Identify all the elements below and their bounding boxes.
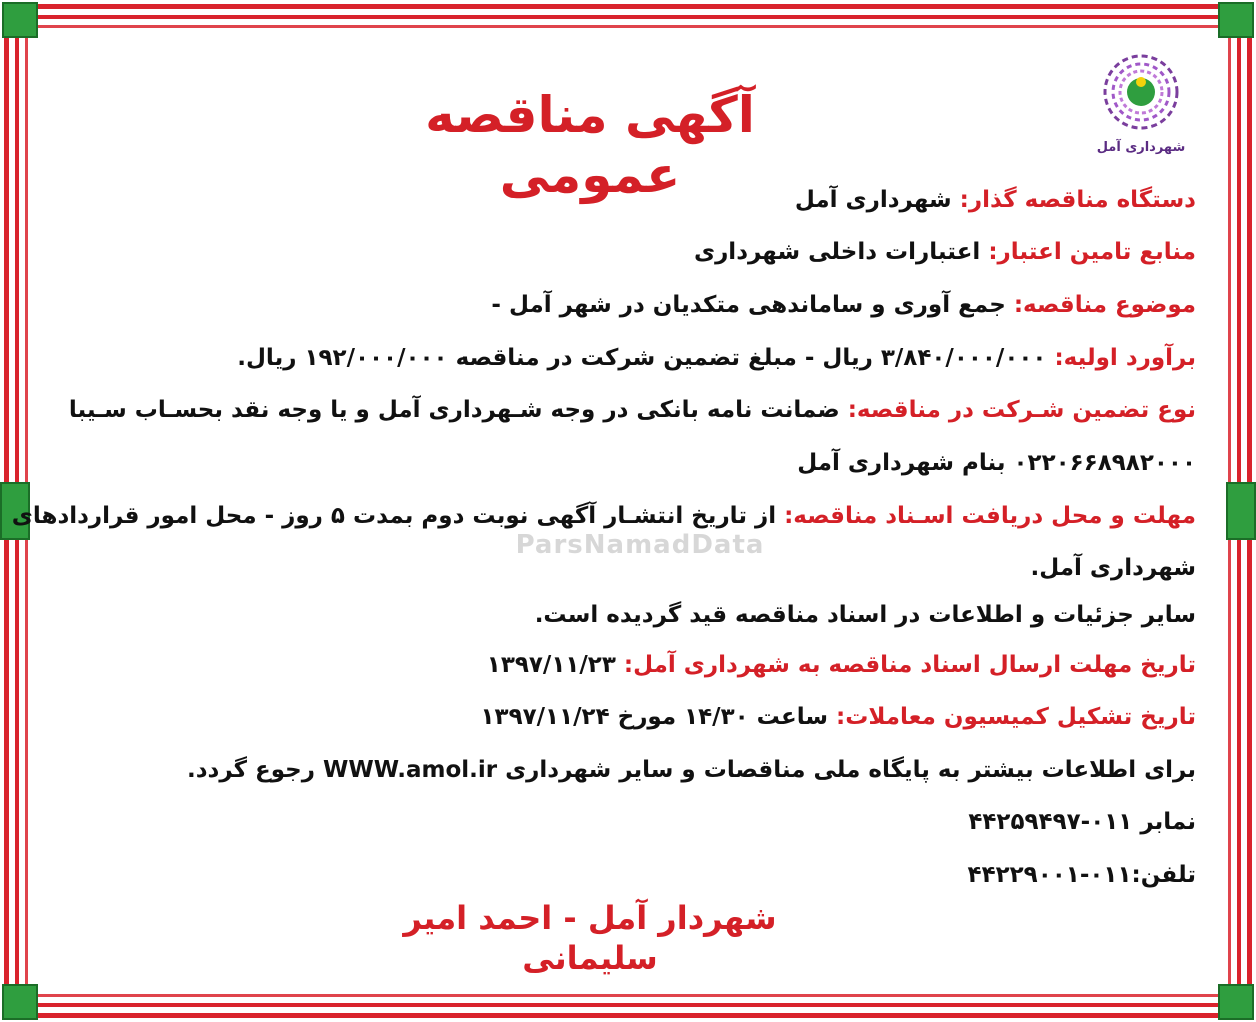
guarantee-account bbox=[60, 448, 1196, 478]
documents-place-continued bbox=[60, 553, 1196, 583]
funding-source bbox=[60, 237, 1196, 267]
amol-emblem-icon bbox=[1099, 50, 1183, 134]
municipality-logo bbox=[1086, 50, 1196, 155]
label: تاریخ تشکیل کمیسیون معاملات: bbox=[836, 704, 1196, 730]
value: اعتبارات داخلی شهرداری bbox=[693, 239, 981, 265]
announcement bbox=[11, 40, 1216, 980]
other-details bbox=[60, 600, 1196, 630]
fax-number bbox=[60, 807, 1196, 837]
value: تلفن:۰۱۱-۴۴۲۲۹۰۰۱ bbox=[967, 862, 1196, 888]
label: منابع تامین اعتبار: bbox=[988, 239, 1196, 265]
label: برآورد اولیه: bbox=[1054, 345, 1196, 371]
value: ۰۲۲۰۶۶۸۹۸۲۰۰۰ بنام شهرداری آمل bbox=[797, 450, 1196, 476]
submission-deadline bbox=[60, 650, 1196, 680]
value: برای اطلاعات بیشتر به پایگاه ملی مناقصات و سایر شهرداری WWW.amol.ir رجوع گردد. bbox=[186, 757, 1196, 783]
signature: شهردار آمل - احمد امیر سلیمانی bbox=[403, 899, 777, 977]
value: ساعت ۱۴/۳۰ مورخ ۱۳۹۷/۱۱/۲۴ bbox=[480, 704, 828, 730]
label: موضوع مناقصه: bbox=[1013, 292, 1196, 318]
phone-number bbox=[60, 860, 1196, 890]
corner-ornament-bottom-right bbox=[1218, 984, 1254, 1020]
tender-organization bbox=[60, 185, 1196, 215]
value: شهرداری آمل. bbox=[1030, 555, 1196, 581]
watermark: ParsNamadData bbox=[515, 530, 765, 560]
label: مهلت و محل دریافت اسـناد مناقصه: bbox=[784, 503, 1196, 529]
initial-estimate bbox=[60, 343, 1196, 373]
label: دستگاه مناقصه گذار: bbox=[959, 187, 1196, 213]
value: ۳/۸۴۰/۰۰۰/۰۰۰ ریال - مبلغ تضمین شرکت در مناقصه ۱۹۲/۰۰۰/۰۰۰ ریال. bbox=[237, 345, 1047, 371]
corner-ornament-top-right bbox=[1218, 2, 1254, 38]
value: از تاریخ انتشـار آگهی نوبت دوم بمدت ۵ روز - محل امور قراردادهای bbox=[11, 503, 777, 529]
corner-ornament-bottom-left bbox=[2, 984, 38, 1020]
label: نوع تضمین شـرکت در مناقصه: bbox=[847, 397, 1196, 423]
value: شهرداری آمل bbox=[794, 187, 952, 213]
guarantee-type bbox=[60, 395, 1196, 425]
value: جمع آوری و ساماندهی متکدیان در شهر آمل - bbox=[491, 292, 1006, 318]
value: سایر جزئیات و اطلاعات در اسناد مناقصه قید گردیده است. bbox=[534, 602, 1196, 628]
page-title: آگهی مناقصه عمومی bbox=[425, 86, 755, 204]
logo-caption: شهرداری آمل bbox=[1096, 140, 1186, 155]
value: نمابر ۰۱۱-۴۴۲۵۹۴۹۷ bbox=[968, 809, 1196, 835]
more-info bbox=[60, 755, 1196, 785]
value: ۱۳۹۷/۱۱/۲۳ bbox=[486, 652, 616, 678]
tender-subject bbox=[60, 290, 1196, 320]
commission-date bbox=[60, 702, 1196, 732]
documents-deadline-place bbox=[11, 501, 1196, 531]
label: تاریخ مهلت ارسال اسناد مناقصه به شهرداری آمل: bbox=[623, 652, 1196, 678]
value: ضمانت نامه بانکی در وجه شـهرداری آمل و یا وجه نقد بحسـاب سـیبا bbox=[68, 397, 840, 423]
corner-ornament-top-left bbox=[2, 2, 38, 38]
side-ornament-right bbox=[1226, 482, 1256, 540]
